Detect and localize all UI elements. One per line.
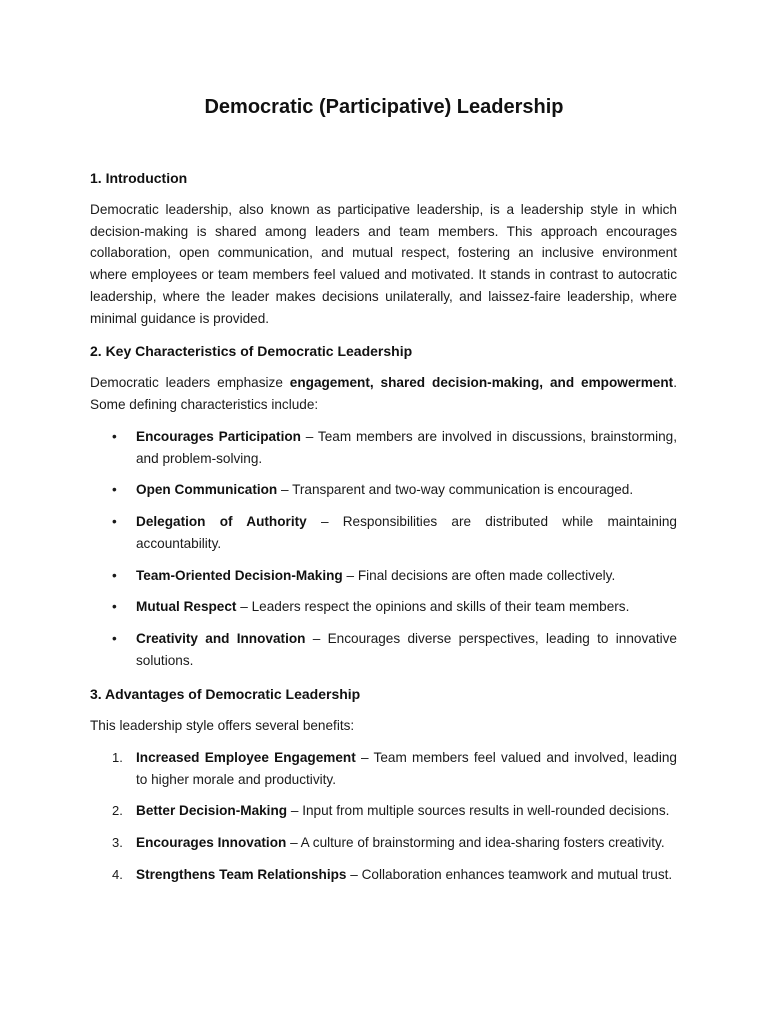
- list-item: • Encourages Participation – Team members are involved in discussions, brainstorming, and problem-solving.: [90, 426, 677, 469]
- list-item: • Team-Oriented Decision-Making – Final decisions are often made collectively.: [90, 565, 677, 587]
- list-item: • Creativity and Innovation – Encourages diverse perspectives, leading to innovative solutions.: [90, 628, 677, 671]
- advantages-lead-paragraph: This leadership style offers several benefits:: [90, 718, 355, 733]
- list-item: 2. Better Decision-Making – Input from multiple sources results in well-rounded decisions.: [90, 800, 677, 822]
- bullet-icon: •: [112, 514, 117, 530]
- characteristics-lead-paragraph: Democratic leaders emphasize engagement, shared decision-making, and empowerment. Some defining characteristics include:: [90, 375, 677, 412]
- characteristics-list: [90, 426, 677, 681]
- list-item: 3. Encourages Innovation – A culture of brainstorming and idea-sharing fosters creativity.: [90, 832, 677, 854]
- introduction-paragraph: Democratic leadership, also known as participative leadership, is a leadership style in which decision-making is shared among leaders and team members. This approach encourages collaboration, open communication, and mutual respect, fostering an inclusive environment where employees or team members feel valued and motivated. It stands in contrast to autocratic leadership, where the leader makes decisions unilaterally, and laissez-faire leadership, where minimal guidance is provided.: [90, 202, 677, 326]
- list-number: 4.: [112, 866, 123, 882]
- section-heading-advantages: 3. Advantages of Democratic Leadership: [90, 686, 361, 702]
- list-item: • Open Communication – Transparent and two-way communication is encouraged.: [90, 479, 677, 501]
- list-item: 4. Strengthens Team Relationships – Collaboration enhances teamwork and mutual trust.: [90, 864, 677, 886]
- bullet-icon: •: [112, 482, 117, 498]
- list-item: • Delegation of Authority – Responsibilities are distributed while maintaining accountability.: [90, 511, 677, 554]
- list-item: 1. Increased Employee Engagement – Team members feel valued and involved, leading to higher morale and productivity.: [90, 747, 677, 790]
- section-heading-introduction: 1. Introduction: [90, 170, 188, 186]
- bullet-icon: •: [112, 599, 117, 615]
- list-number: 1.: [112, 750, 123, 765]
- bullet-icon: •: [112, 429, 117, 444]
- bullet-icon: •: [112, 567, 117, 583]
- bullet-icon: •: [112, 630, 117, 646]
- list-number: 3.: [112, 835, 123, 851]
- list-number: 2.: [112, 803, 123, 819]
- list-item: • Mutual Respect – Leaders respect the opinions and skills of their team members.: [90, 596, 677, 618]
- document-title: Democratic (Participative) Leadership: [204, 96, 564, 118]
- section-heading-characteristics: 2. Key Characteristics of Democratic Leadership: [90, 343, 413, 359]
- emphasis-text: engagement, shared decision-making, and empowerment: [289, 375, 674, 390]
- advantages-list: [90, 747, 677, 896]
